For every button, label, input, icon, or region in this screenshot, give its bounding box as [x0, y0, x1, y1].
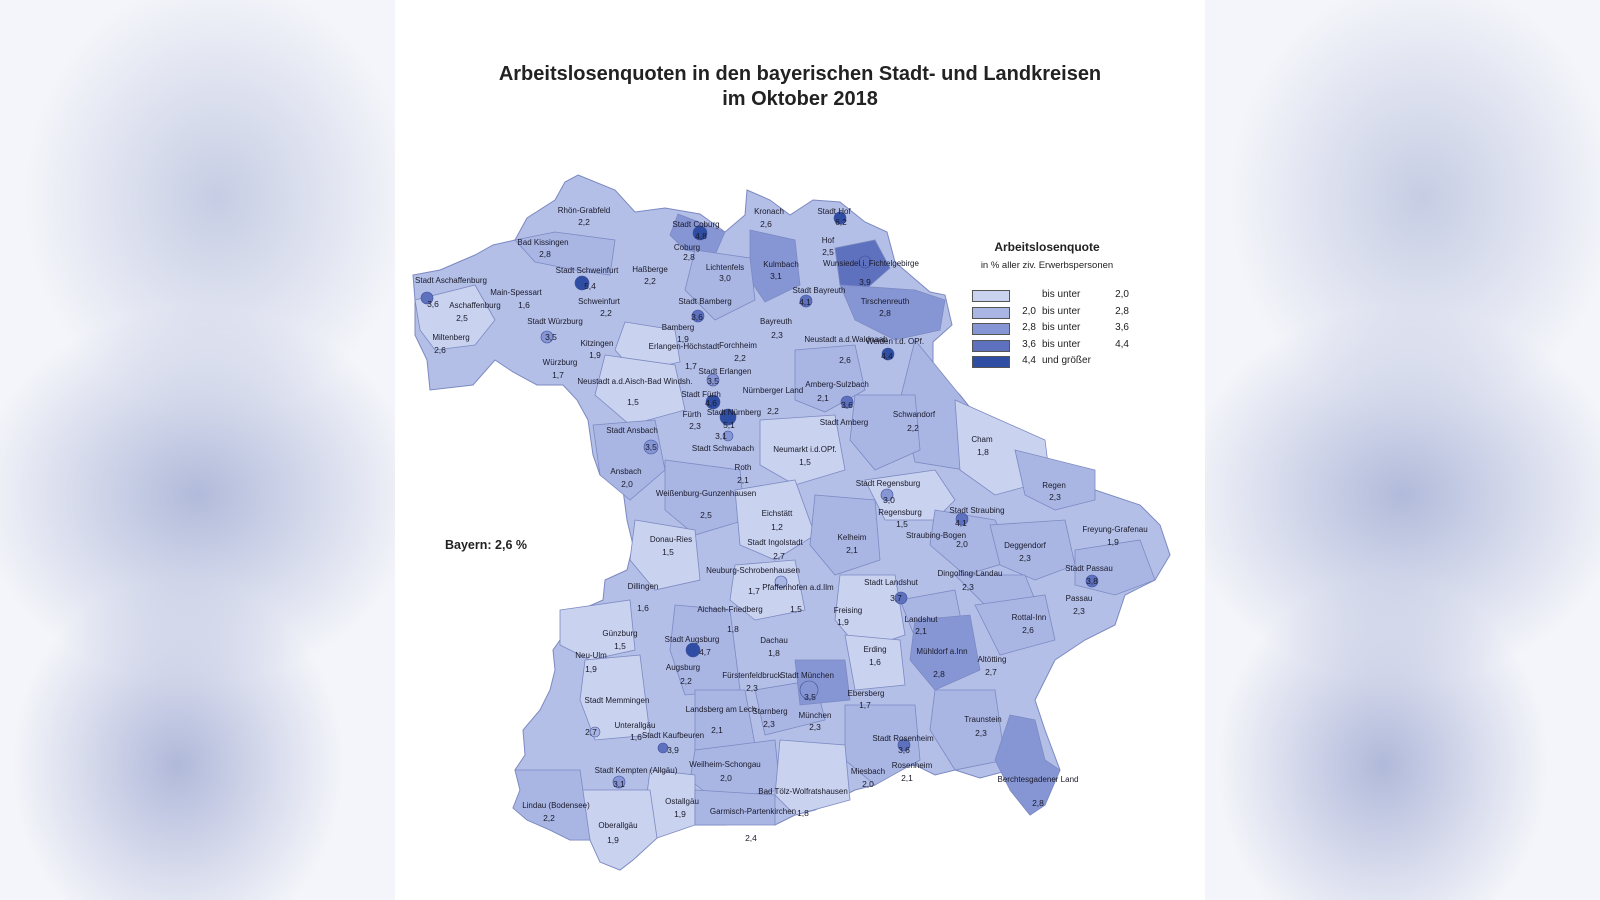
region-value: 4,1	[799, 297, 811, 307]
region-name: Stadt Fürth	[681, 390, 721, 399]
region-name: Dachau	[760, 636, 788, 645]
region-value: 2,5	[700, 510, 712, 520]
region-name: Stadt Bamberg	[678, 297, 732, 306]
region-name: Pfaffenhofen a.d.Ilm	[762, 583, 834, 592]
region-name: Schweinfurt	[578, 297, 620, 306]
legend-to: 3,6	[1115, 322, 1129, 333]
region-name: Kronach	[754, 207, 784, 216]
region-value: 5,4	[584, 281, 596, 291]
region-value: 3,7	[890, 593, 902, 603]
map-sheet	[395, 0, 1205, 900]
legend-mid: und größer	[1042, 355, 1091, 366]
region-value: 1,8	[797, 808, 809, 818]
region-value: 1,9	[1107, 537, 1119, 547]
region-value: 2,0	[720, 773, 732, 783]
region-name: Bad Tölz-Wolfratshausen	[758, 787, 848, 796]
region-name: Lindau (Bodensee)	[522, 801, 590, 810]
legend-from: 2,0	[1022, 305, 1036, 317]
region-name: Weißenburg-Gunzenhausen	[655, 489, 757, 498]
region-value: 2,2	[578, 217, 590, 227]
region-name: Bayreuth	[759, 317, 793, 326]
region-name: Bad Kissingen	[517, 238, 569, 247]
legend-to: 2,8	[1115, 305, 1129, 317]
region-value: 2,8	[539, 249, 551, 259]
legend-row	[972, 322, 1162, 339]
region-name: Stadt Schwabach	[691, 444, 755, 453]
region-name: Main-Spessart	[490, 288, 542, 297]
region-value: 1,7	[552, 370, 564, 380]
region-name: Mühldorf a.Inn	[916, 647, 968, 656]
legend-swatch	[972, 290, 1010, 302]
region-name: Fürth	[682, 410, 702, 419]
region-name: Forchheim	[719, 341, 757, 350]
region-value: 2,5	[822, 247, 834, 257]
region-name: Schwandorf	[892, 410, 936, 419]
region-name: Erding	[863, 645, 887, 654]
region-name: Garmisch-Partenkirchen	[709, 807, 797, 816]
region-value: 2,1	[737, 475, 749, 485]
region-value: 1,2	[771, 522, 783, 532]
legend-to: 2,0	[1115, 289, 1129, 300]
region-name: Neu-Ulm	[575, 651, 607, 660]
legend-row	[972, 339, 1162, 356]
region-name: Stadt Hof	[817, 207, 851, 216]
region-value: 3,6	[427, 299, 439, 309]
region-value: 3,9	[667, 745, 679, 755]
region-value: 2,2	[644, 276, 656, 286]
region-value: 3,9	[859, 277, 871, 287]
region-name: Aichach-Friedberg	[697, 605, 763, 614]
legend	[972, 240, 1162, 372]
region-name: Stadt Regensburg	[855, 479, 921, 488]
region-name: Roth	[734, 463, 752, 472]
region-value: 4,8	[695, 231, 707, 241]
region-value: 2,1	[711, 725, 723, 735]
legend-swatch	[972, 340, 1010, 352]
region-name: Stadt Nürnberg	[706, 408, 762, 417]
region-name: Ebersberg	[847, 689, 885, 698]
region-name: Lichtenfels	[705, 263, 745, 272]
region-value: 4,1	[955, 518, 967, 528]
region-name: Kulmbach	[763, 260, 799, 269]
region-name: Stadt Erlangen	[698, 367, 752, 376]
region-name: Altötting	[977, 655, 1007, 664]
region-name: Stadt Ingolstadt	[747, 538, 803, 547]
region-name: Hof	[821, 236, 835, 245]
region-name: Regensburg	[878, 508, 922, 517]
region-value: 1,8	[727, 624, 739, 634]
region-value: 3,6	[898, 745, 910, 755]
legend-mid: bis unter	[1042, 289, 1081, 300]
region-value: 1,9	[677, 334, 689, 344]
region-value: 2,3	[962, 582, 974, 592]
legend-mid: bis unter	[1042, 305, 1081, 317]
region-name: Stadt Bayreuth	[792, 286, 846, 295]
region-value: 2,8	[879, 308, 891, 318]
legend-mid: bis unter	[1042, 338, 1081, 350]
legend-to: 4,4	[1115, 338, 1129, 350]
region-value: 2,5	[456, 313, 468, 323]
region-value: 3,5	[545, 332, 557, 342]
region-name: Günzburg	[602, 629, 638, 638]
region-value: 3,5	[804, 692, 816, 702]
region-value: 4,7	[699, 647, 711, 657]
region-value: 2,3	[1019, 553, 1031, 563]
region-name: Fürstenfeldbruck	[722, 671, 782, 680]
region-value: 3,5	[707, 376, 719, 386]
region-value: 1,9	[589, 350, 601, 360]
region-name: Coburg	[673, 243, 701, 252]
region-name: Regen	[1042, 481, 1066, 490]
region-value: 1,5	[614, 641, 626, 651]
legend-title: Arbeitslosenquote	[994, 240, 1100, 254]
region-value: 3,1	[770, 271, 782, 281]
region-name: Starnberg	[752, 707, 788, 716]
region-name: Rhön-Grabfeld	[557, 206, 611, 215]
region-name: Stadt Würzburg	[527, 317, 583, 326]
region-value: 2,2	[543, 813, 555, 823]
region-value: 1,7	[748, 586, 760, 596]
region-value: 4,4	[881, 351, 893, 361]
bavaria-total: Bayern: 2,6 %	[445, 538, 527, 552]
region-name: Kelheim	[837, 533, 867, 542]
region-name: Miltenberg	[432, 333, 470, 342]
title-line-2: im Oktober 2018	[722, 88, 878, 110]
region-name: Augsburg	[665, 663, 701, 672]
region-value: 1,9	[585, 664, 597, 674]
region-name: Landsberg am Lech	[685, 705, 757, 714]
blurred-backdrop-right	[1205, 0, 1600, 900]
region-value: 1,7	[859, 700, 871, 710]
region-value: 2,1	[817, 393, 829, 403]
region-name: Stadt Passau	[1065, 564, 1113, 573]
region-name: Neumarkt i.d.OPf.	[773, 445, 837, 454]
legend-swatch	[972, 356, 1010, 368]
legend-swatch	[972, 323, 1010, 335]
region-value: 3,6	[841, 400, 853, 410]
region-name: Stadt Augsburg	[664, 635, 720, 644]
region-name: Donau-Ries	[649, 535, 693, 544]
region-value: 3,6	[691, 312, 703, 322]
region-value: 2,7	[585, 727, 597, 737]
region-value: 2,7	[773, 551, 785, 561]
region-value: 1,6	[637, 603, 649, 613]
region-name: Nürnberger Land	[742, 386, 804, 395]
region-value: 1,6	[518, 300, 530, 310]
region-name: Würzburg	[542, 358, 578, 367]
legend-from: 4,4	[1022, 355, 1036, 366]
region-value: 2,3	[809, 722, 821, 732]
region-value: 2,4	[745, 833, 757, 843]
region-name: Stadt Aschaffenburg	[415, 276, 487, 285]
legend-rows	[972, 289, 1162, 372]
region-value: 3,0	[719, 273, 731, 283]
legend-subtitle: in % aller ziv. Erwerbspersonen	[980, 260, 1114, 271]
region-name: Wunsiedel i. Fichtelgebirge	[823, 259, 919, 268]
region-value: 1,5	[799, 457, 811, 467]
region-value: 2,6	[760, 219, 772, 229]
region-name: Traunstein	[964, 715, 1002, 724]
region-value: 1,9	[837, 617, 849, 627]
region-name: Stadt Kempten (Allgäu)	[594, 766, 678, 775]
legend-swatch	[972, 307, 1010, 319]
region-value: 1,5	[662, 547, 674, 557]
region-value: 6,2	[835, 217, 847, 227]
region-value: 2,7	[985, 667, 997, 677]
region-value: 2,2	[767, 406, 779, 416]
region-name: Eichstätt	[761, 509, 793, 518]
region-value: 2,3	[975, 728, 987, 738]
legend-row	[972, 289, 1162, 306]
region-name: Neustadt a.d.Waldnaab	[804, 335, 888, 344]
region-name: Weiden i.d. OPf.	[865, 337, 925, 346]
region-value: 1,5	[896, 519, 908, 529]
blurred-backdrop-left	[0, 0, 395, 900]
region-name: Berchtesgadener Land	[997, 775, 1079, 784]
region-value: 1,5	[627, 397, 639, 407]
region-value: 2,6	[1022, 625, 1034, 635]
region-value: 2,3	[689, 421, 701, 431]
region-name: Haßberge	[632, 265, 668, 274]
region-name: Erlangen-Höchstadt	[648, 342, 720, 351]
region-value: 2,2	[734, 353, 746, 363]
legend-row	[972, 355, 1162, 372]
region-name: Stadt Schweinfurt	[555, 266, 619, 275]
legend-from: 2,8	[1022, 322, 1036, 333]
region-name: Stadt Kaufbeuren	[641, 731, 705, 740]
region-name: Bamberg	[661, 323, 695, 332]
region-value: 2,0	[862, 779, 874, 789]
region-name: Stadt Landshut	[864, 578, 918, 587]
region-value: 2,0	[621, 479, 633, 489]
region-name: Freising	[833, 606, 863, 615]
bavaria-map	[395, 0, 1205, 900]
region-name: Rosenheim	[891, 761, 933, 770]
region-value: 1,9	[674, 809, 686, 819]
region-name: Stadt Memmingen	[584, 696, 650, 705]
region-name: Dingolfing-Landau	[937, 569, 1003, 578]
region-name: Stadt Coburg	[672, 220, 720, 229]
region-name: Neuburg-Schrobenhausen	[706, 566, 800, 575]
region-value: 2,3	[1073, 606, 1085, 616]
region-value: 2,1	[901, 773, 913, 783]
region-value: 2,6	[839, 355, 851, 365]
region-name: Stadt Rosenheim	[872, 734, 934, 743]
region-name: Kitzingen	[580, 339, 614, 348]
region-value: 5,1	[723, 420, 735, 430]
region-value: 2,3	[771, 330, 783, 340]
region-name: Stadt Amberg	[819, 418, 869, 427]
region-name: Cham	[971, 435, 993, 444]
legend-mid: bis unter	[1042, 322, 1081, 333]
region-name: Deggendorf	[1004, 541, 1046, 550]
region-value: 1,8	[768, 648, 780, 658]
region-name: Straubing-Bogen	[905, 531, 967, 540]
region-value: 2,6	[434, 345, 446, 355]
region-name: Ostallgäu	[665, 797, 699, 806]
region-value: 2,1	[846, 545, 858, 555]
region-value: 2,8	[683, 252, 695, 262]
region-value: 2,2	[907, 423, 919, 433]
region-name: Freyung-Grafenau	[1082, 525, 1148, 534]
region-value: 3,1	[613, 779, 625, 789]
legend-row	[972, 306, 1162, 323]
region-name: Miesbach	[850, 767, 886, 776]
region-value: 2,8	[933, 669, 945, 679]
region-name: Unterallgäu	[614, 721, 656, 730]
region-name: Amberg-Sulzbach	[805, 380, 869, 389]
region-name: Aschaffenburg	[449, 301, 501, 310]
region-value: 2,8	[1032, 798, 1044, 808]
region-name: Oberallgäu	[598, 821, 638, 830]
region-value: 2,3	[746, 683, 758, 693]
region-name: Weilheim-Schongau	[689, 760, 761, 769]
region-name: Stadt München	[780, 671, 834, 680]
region-value: 2,2	[680, 676, 692, 686]
region-name: Passau	[1065, 594, 1093, 603]
region-value: 3,8	[1086, 576, 1098, 586]
region-name: Stadt Straubing	[949, 506, 1005, 515]
region-value: 2,0	[956, 539, 968, 549]
region-value: 1,8	[977, 447, 989, 457]
region-value: 3,5	[645, 442, 657, 452]
region-name: Stadt Ansbach	[606, 426, 658, 435]
region-value: 1,5	[790, 604, 802, 614]
region-value: 4,6	[705, 398, 717, 408]
legend-from: 3,6	[1022, 338, 1036, 350]
region-value: 3,1	[715, 431, 727, 441]
region-name: Landshut	[904, 615, 938, 624]
title-line-1: Arbeitslosenquoten in den bayerischen Stadt- und Landkreisen	[498, 63, 1102, 85]
region-name: München	[798, 711, 832, 720]
region-name: Neustadt a.d.Aisch-Bad Windsh.	[577, 377, 693, 386]
region-name: Ansbach	[610, 467, 642, 476]
region-value: 1,6	[630, 732, 642, 742]
region-value: 1,7	[685, 361, 697, 371]
region-name: Tirschenreuth	[860, 297, 910, 306]
region-value: 2,2	[600, 308, 612, 318]
region-name: Rottal-Inn	[1011, 613, 1047, 622]
region-value: 2,1	[915, 626, 927, 636]
region-value: 1,9	[607, 835, 619, 845]
region-value: 2,3	[763, 719, 775, 729]
region-value: 1,6	[869, 657, 881, 667]
region-value: 2,3	[1049, 492, 1061, 502]
region-value: 3,0	[883, 495, 895, 505]
region-name: Dillingen	[627, 582, 659, 591]
